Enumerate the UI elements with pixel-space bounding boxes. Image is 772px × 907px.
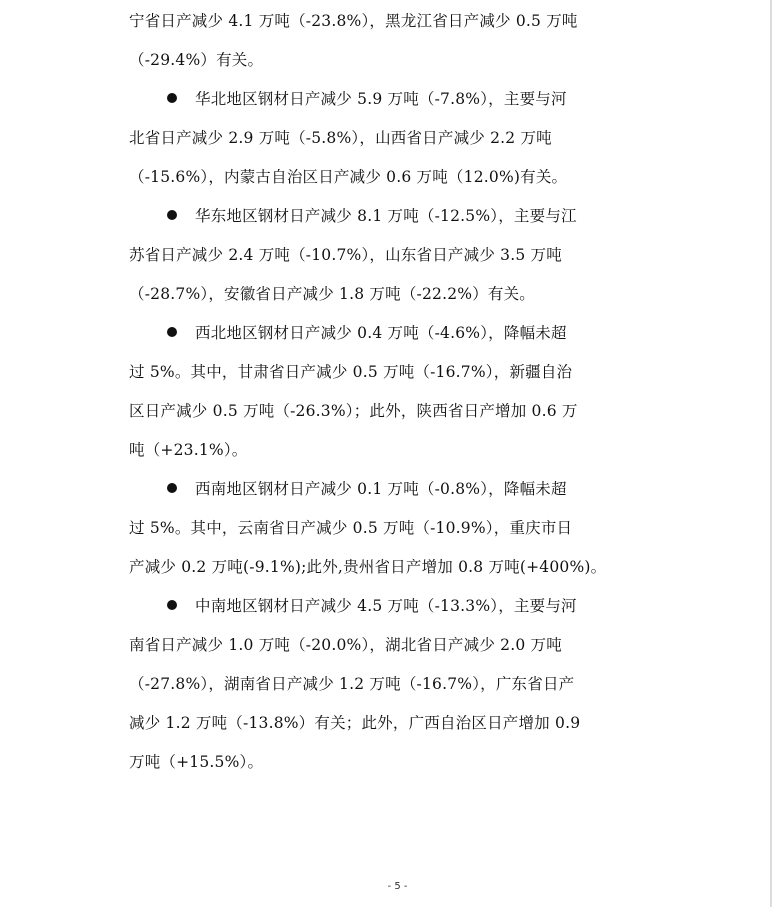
text-line: 过 5%。其中，甘肃省日产减少 0.5 万吨（-16.7%），新疆自治 — [129, 363, 573, 381]
bullet-icon — [167, 483, 177, 493]
bullet-icon — [167, 600, 177, 610]
text-line: （-29.4%）有关。 — [129, 51, 264, 69]
paragraph-bullet-line — [167, 479, 567, 499]
text-line: 吨（+23.1%）。 — [129, 441, 248, 459]
text-line: 万吨（+15.5%）。 — [129, 753, 264, 771]
text-line: 减少 1.2 万吨（-13.8%）有关；此外，广西自治区日产增加 0.9 — [129, 714, 581, 732]
text-line: 苏省日产减少 2.4 万吨（-10.7%），山东省日产减少 3.5 万吨 — [129, 246, 562, 264]
text-line: 西南地区钢材日产减少 0.1 万吨（-0.8%），降幅未超 — [195, 480, 567, 498]
text-line: 宁省日产减少 4.1 万吨（-23.8%），黑龙江省日产减少 0.5 万吨 — [129, 12, 578, 30]
bullet-icon — [167, 93, 177, 103]
text-line: 产减少 0.2 万吨(-9.1%);此外,贵州省日产增加 0.8 万吨(+400%)。 — [129, 558, 607, 576]
text-line: 区日产减少 0.5 万吨（-26.3%）；此外，陕西省日产增加 0.6 万 — [129, 402, 578, 420]
text-line: 过 5%。其中，云南省日产减少 0.5 万吨（-10.9%），重庆市日 — [129, 519, 573, 537]
bullet-icon — [167, 327, 177, 337]
paragraph-bullet-line — [167, 206, 577, 226]
text-line: 华东地区钢材日产减少 8.1 万吨（-12.5%），主要与江 — [195, 207, 577, 225]
text-line: 西北地区钢材日产减少 0.4 万吨（-4.6%），降幅未超 — [195, 324, 567, 342]
bullet-icon — [167, 210, 177, 220]
text-line: 北省日产减少 2.9 万吨（-5.8%），山西省日产减少 2.2 万吨 — [129, 129, 552, 147]
text-line: 中南地区钢材日产减少 4.5 万吨（-13.3%），主要与河 — [195, 597, 577, 615]
page-number: - 5 - — [387, 881, 408, 892]
paragraph-bullet-line — [167, 323, 567, 343]
paragraph-bullet-line — [167, 89, 567, 109]
text-line: 华北地区钢材日产减少 5.9 万吨（-7.8%），主要与河 — [195, 90, 567, 108]
text-line: （-28.7%），安徽省日产减少 1.8 万吨（-22.2%）有关。 — [129, 285, 536, 303]
text-line: （-27.8%），湖南省日产减少 1.2 万吨（-16.7%），广东省日产 — [129, 675, 575, 693]
paragraph-bullet-line — [167, 596, 577, 616]
text-line: 南省日产减少 1.0 万吨（-20.0%），湖北省日产减少 2.0 万吨 — [129, 636, 562, 654]
text-line: （-15.6%），内蒙古自治区日产减少 0.6 万吨（12.0%)有关。 — [129, 168, 568, 186]
